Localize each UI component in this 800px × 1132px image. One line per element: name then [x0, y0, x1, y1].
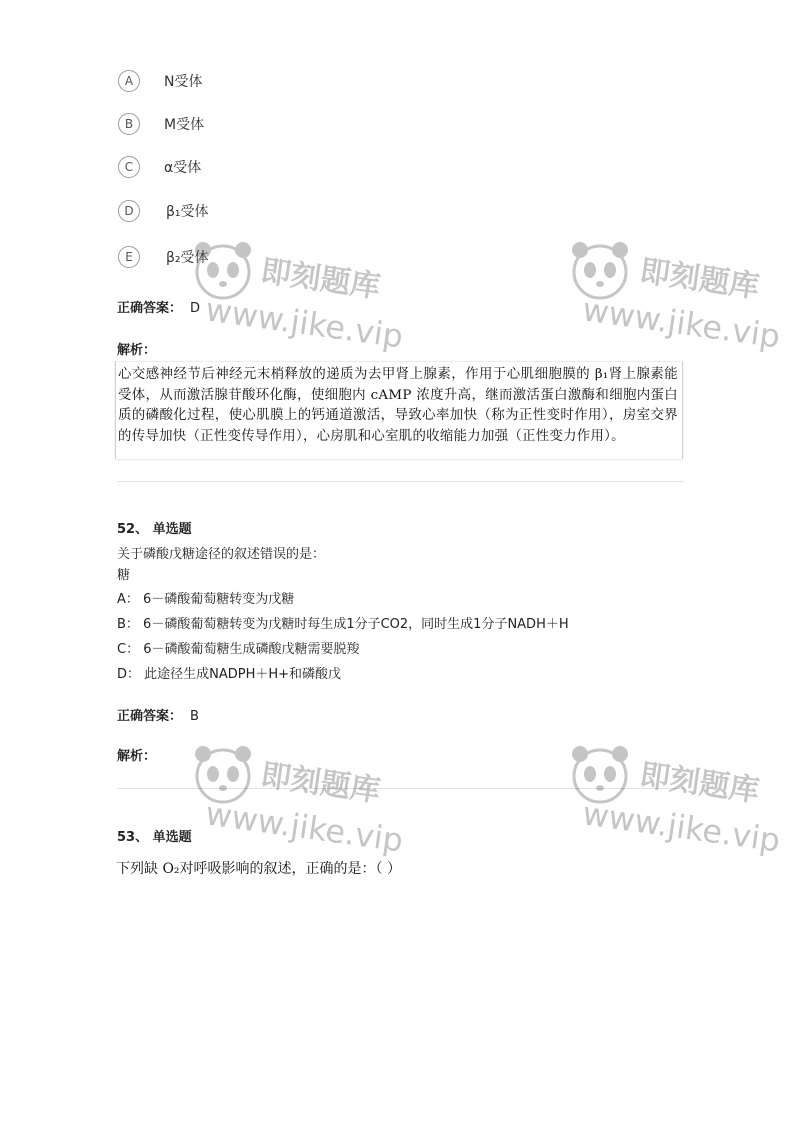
- watermark: [193, 742, 413, 860]
- answer-value: B: [190, 709, 199, 724]
- watermark-brand: 即刻题库: [637, 757, 762, 810]
- watermark: [193, 238, 413, 358]
- choice-c[interactable]: C： 6－磷酸葡萄糖生成磷酸戊糖需要脱羧: [117, 642, 360, 657]
- watermark-url: www.jike.vip: [203, 794, 406, 860]
- question-stem-cont: 糖: [117, 568, 131, 583]
- question-stem: 下列缺 O₂对呼吸影响的叙述，正确的是：（ ）: [116, 861, 401, 877]
- option-b-circle: B: [118, 113, 140, 135]
- watermark-url: www.jike.vip: [580, 794, 783, 860]
- option-c-text: α受体: [164, 160, 202, 176]
- panda-icon: [193, 742, 253, 817]
- option-a-text: N受体: [164, 74, 203, 90]
- option-a-circle: A: [118, 70, 140, 92]
- option-d-circle: D: [118, 200, 140, 222]
- answer-row: [117, 705, 199, 724]
- answer-label: 正确答案：: [117, 709, 183, 724]
- analysis-text: 心交感神经节后神经元末梢释放的递质为去甲肾上腺素，作用于心肌细胞膜的 β₁肾上腺素能受体，从而激活腺苷酸环化酶，使细胞内 cAMP 浓度升高，继而激活蛋白激酶和细胞内蛋白质的磷酸化过程，使心肌膜上的钙通道激活，导致心率加快（称为正性变时作用），房室交界的传导加快（正性变传导作用），心房肌和心室肌的收缩能力加强（正性变力作用）。: [115, 361, 683, 459]
- choice-b[interactable]: B： 6－磷酸葡萄糖转变为戊糖时每生成1分子CO2，同时生成1分子NADH＋H: [117, 617, 569, 632]
- panda-icon: [570, 238, 630, 313]
- watermark-brand: 即刻题库: [637, 253, 762, 306]
- option-c-circle: C: [118, 156, 140, 178]
- option-e-circle: E: [118, 246, 140, 268]
- option-b-text: M受体: [164, 117, 205, 133]
- question-stem: 关于磷酸戊糖途径的叙述错误的是：: [117, 547, 326, 562]
- analysis-label: 解析：: [117, 749, 157, 764]
- option-c[interactable]: [118, 153, 201, 181]
- option-a[interactable]: [118, 67, 202, 95]
- watermark-url: www.jike.vip: [580, 290, 783, 356]
- question-number: 53、 单选题: [117, 830, 192, 845]
- option-b[interactable]: [118, 110, 204, 138]
- option-e-text: β₂受体: [166, 250, 209, 266]
- watermark-url: www.jike.vip: [203, 290, 406, 356]
- option-d-text: β₁受体: [166, 204, 209, 220]
- answer-label: 正确答案：: [117, 301, 183, 316]
- choice-a[interactable]: A： 6－磷酸葡萄糖转变为戊糖: [117, 592, 295, 607]
- watermark-brand: 即刻题库: [258, 253, 383, 306]
- analysis-label: 解析：: [117, 343, 157, 358]
- divider: [117, 481, 684, 482]
- divider: [117, 788, 684, 789]
- panda-icon: [570, 742, 630, 817]
- watermark: [570, 742, 783, 860]
- question-number: 52、 单选题: [117, 522, 192, 537]
- option-d[interactable]: [118, 197, 209, 225]
- watermark: [570, 238, 783, 358]
- answer-value: D: [190, 301, 201, 316]
- answer-row: [117, 297, 200, 316]
- option-e[interactable]: [118, 243, 209, 271]
- watermark-brand: 即刻题库: [258, 757, 383, 810]
- choice-d[interactable]: D： 此途径生成NADPH＋H+和磷酸戊: [117, 667, 342, 682]
